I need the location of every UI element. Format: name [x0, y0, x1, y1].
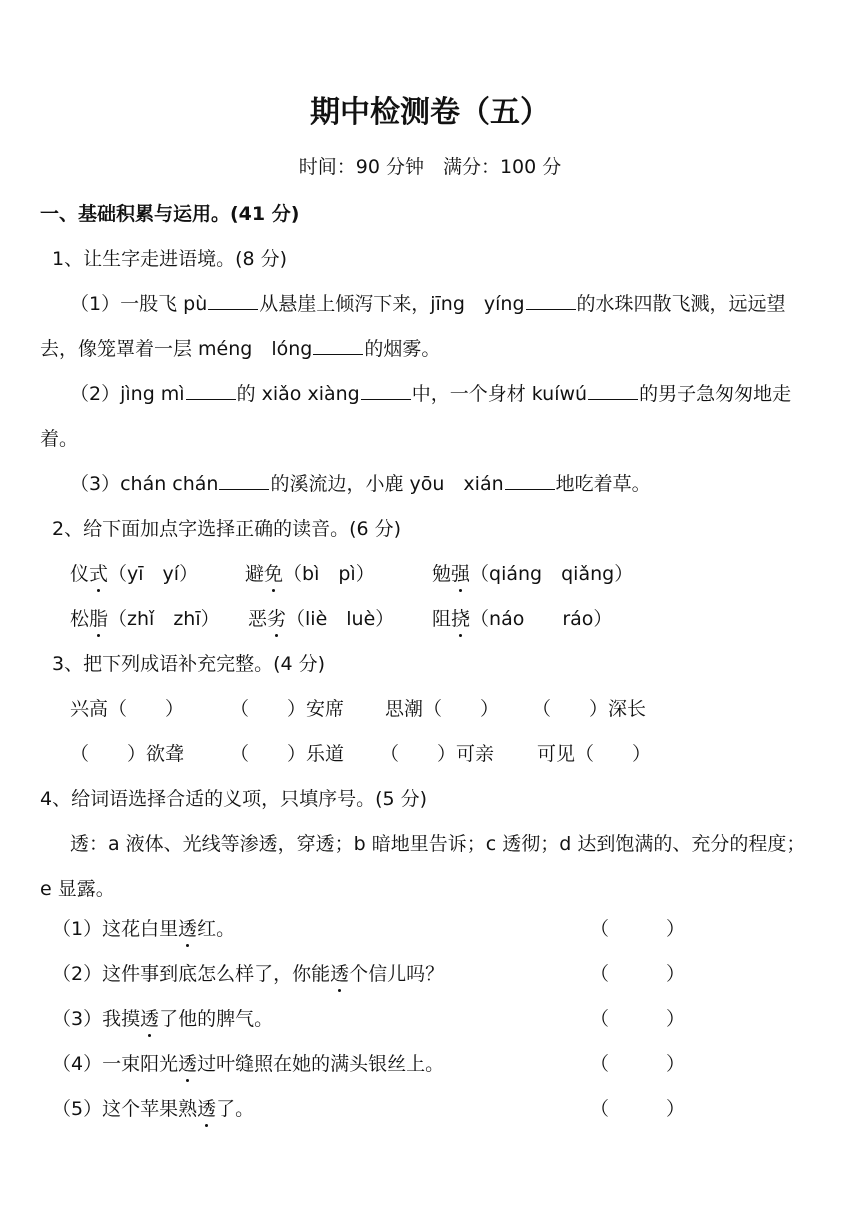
q1-sentence-3	[70, 472, 651, 496]
idiom-item[interactable]: 思潮（ ）	[385, 698, 500, 720]
q1-s2-text-c: 中，一个身材 kuíwú	[411, 383, 588, 405]
q1-s1-text-b: 从悬崖上倾泻下来，jīng yíng	[259, 293, 525, 315]
q4-definitions-line-1: 透：a 液体、光线等渗透，穿透；b 暗地里告诉；c 透彻；d 达到饱满的、充分的程度；	[70, 833, 806, 855]
idiom-item[interactable]: （ ）乐道	[230, 743, 345, 765]
q1-s2-text-d: 的男子急匆匆地走	[639, 383, 792, 405]
question-4-title: 4、给词语选择合适的义项，只填序号。(5 分)	[40, 788, 428, 810]
q1-s2-text-a: （2）jìng mì	[70, 383, 185, 405]
q1-s3-text-a: （3）chán chán	[70, 473, 219, 495]
answer-parentheses[interactable]: （ ）	[590, 963, 686, 985]
q1-s3-text-b: 的溪流边，小鹿 yōu xián	[270, 473, 504, 495]
idiom-item[interactable]: （ ）可亲	[380, 743, 495, 765]
q4-item: （2）这件事到底怎么样了，你能透个信儿吗？	[52, 963, 445, 985]
question-3-title: 3、把下列成语补充完整。(4 分)	[52, 653, 326, 675]
question-1-title: 1、让生字走进语境。(8 分)	[52, 248, 288, 270]
q2-item[interactable]: 仪式（yī yí）	[70, 563, 199, 585]
idiom-item[interactable]: 兴高（ ）	[70, 698, 185, 720]
q1-sentence-2-line-1	[70, 382, 791, 406]
q1-s1-text-d: 去，像笼罩着一层 méng lóng	[40, 338, 313, 360]
q2-item[interactable]: 恶劣（liè luè）	[248, 608, 395, 630]
q1-blank-5[interactable]	[361, 383, 411, 400]
answer-parentheses[interactable]: （ ）	[590, 918, 686, 940]
q1-sentence-1-line-1	[70, 292, 786, 316]
q2-item[interactable]: 避免（bì pì）	[245, 563, 375, 585]
q1-blank-2[interactable]	[526, 293, 576, 310]
page-title: 期中检测卷（五）	[310, 95, 550, 130]
q4-item: （5）这个苹果熟透了。	[52, 1098, 255, 1120]
q1-blank-8[interactable]	[505, 473, 555, 490]
idiom-item[interactable]: （ ）安席	[230, 698, 345, 720]
idiom-item[interactable]: （ ）欲聋	[70, 743, 185, 765]
q1-s1-text-c: 的水珠四散飞溅，远远望	[576, 293, 786, 315]
q1-s1-text-a: （1）一股飞 pù	[70, 293, 208, 315]
idiom-item[interactable]: （ ）深长	[532, 698, 647, 720]
q4-item: （3）我摸透了他的脾气。	[52, 1008, 274, 1030]
q1-s2-text-b: 的 xiǎo xiàng	[236, 383, 360, 405]
q1-blank-7[interactable]	[219, 473, 269, 490]
exam-time-score: 时间：90 分钟 满分：100 分	[298, 156, 562, 178]
answer-parentheses[interactable]: （ ）	[590, 1008, 686, 1030]
q4-definitions-line-2: e 显露。	[40, 878, 115, 900]
answer-parentheses[interactable]: （ ）	[590, 1053, 686, 1075]
q1-s2-text-e: 着。	[40, 428, 79, 450]
q1-s1-text-e: 的烟雾。	[364, 338, 441, 360]
q1-sentence-1-line-2	[40, 337, 440, 361]
q2-item[interactable]: 勉强（qiáng qiǎng）	[432, 563, 634, 585]
q1-blank-3[interactable]	[313, 338, 363, 355]
q2-item[interactable]: 松脂（zhǐ zhī）	[70, 608, 220, 630]
idiom-item[interactable]: 可见（ ）	[537, 743, 652, 765]
q1-s3-text-c: 地吃着草。	[555, 473, 651, 495]
q4-item: （1）这花白里透红。	[52, 918, 236, 940]
q2-item[interactable]: 阻挠（náo ráo）	[432, 608, 613, 630]
q1-blank-4[interactable]	[186, 383, 236, 400]
section-heading-basics: 一、基础积累与运用。(41 分)	[40, 203, 300, 225]
q1-blank-1[interactable]	[208, 293, 258, 310]
question-2-title: 2、给下面加点字选择正确的读音。(6 分)	[52, 518, 402, 540]
q1-blank-6[interactable]	[588, 383, 638, 400]
answer-parentheses[interactable]: （ ）	[590, 1098, 686, 1120]
q4-item: （4）一束阳光透过叶缝照在她的满头银丝上。	[52, 1053, 445, 1075]
